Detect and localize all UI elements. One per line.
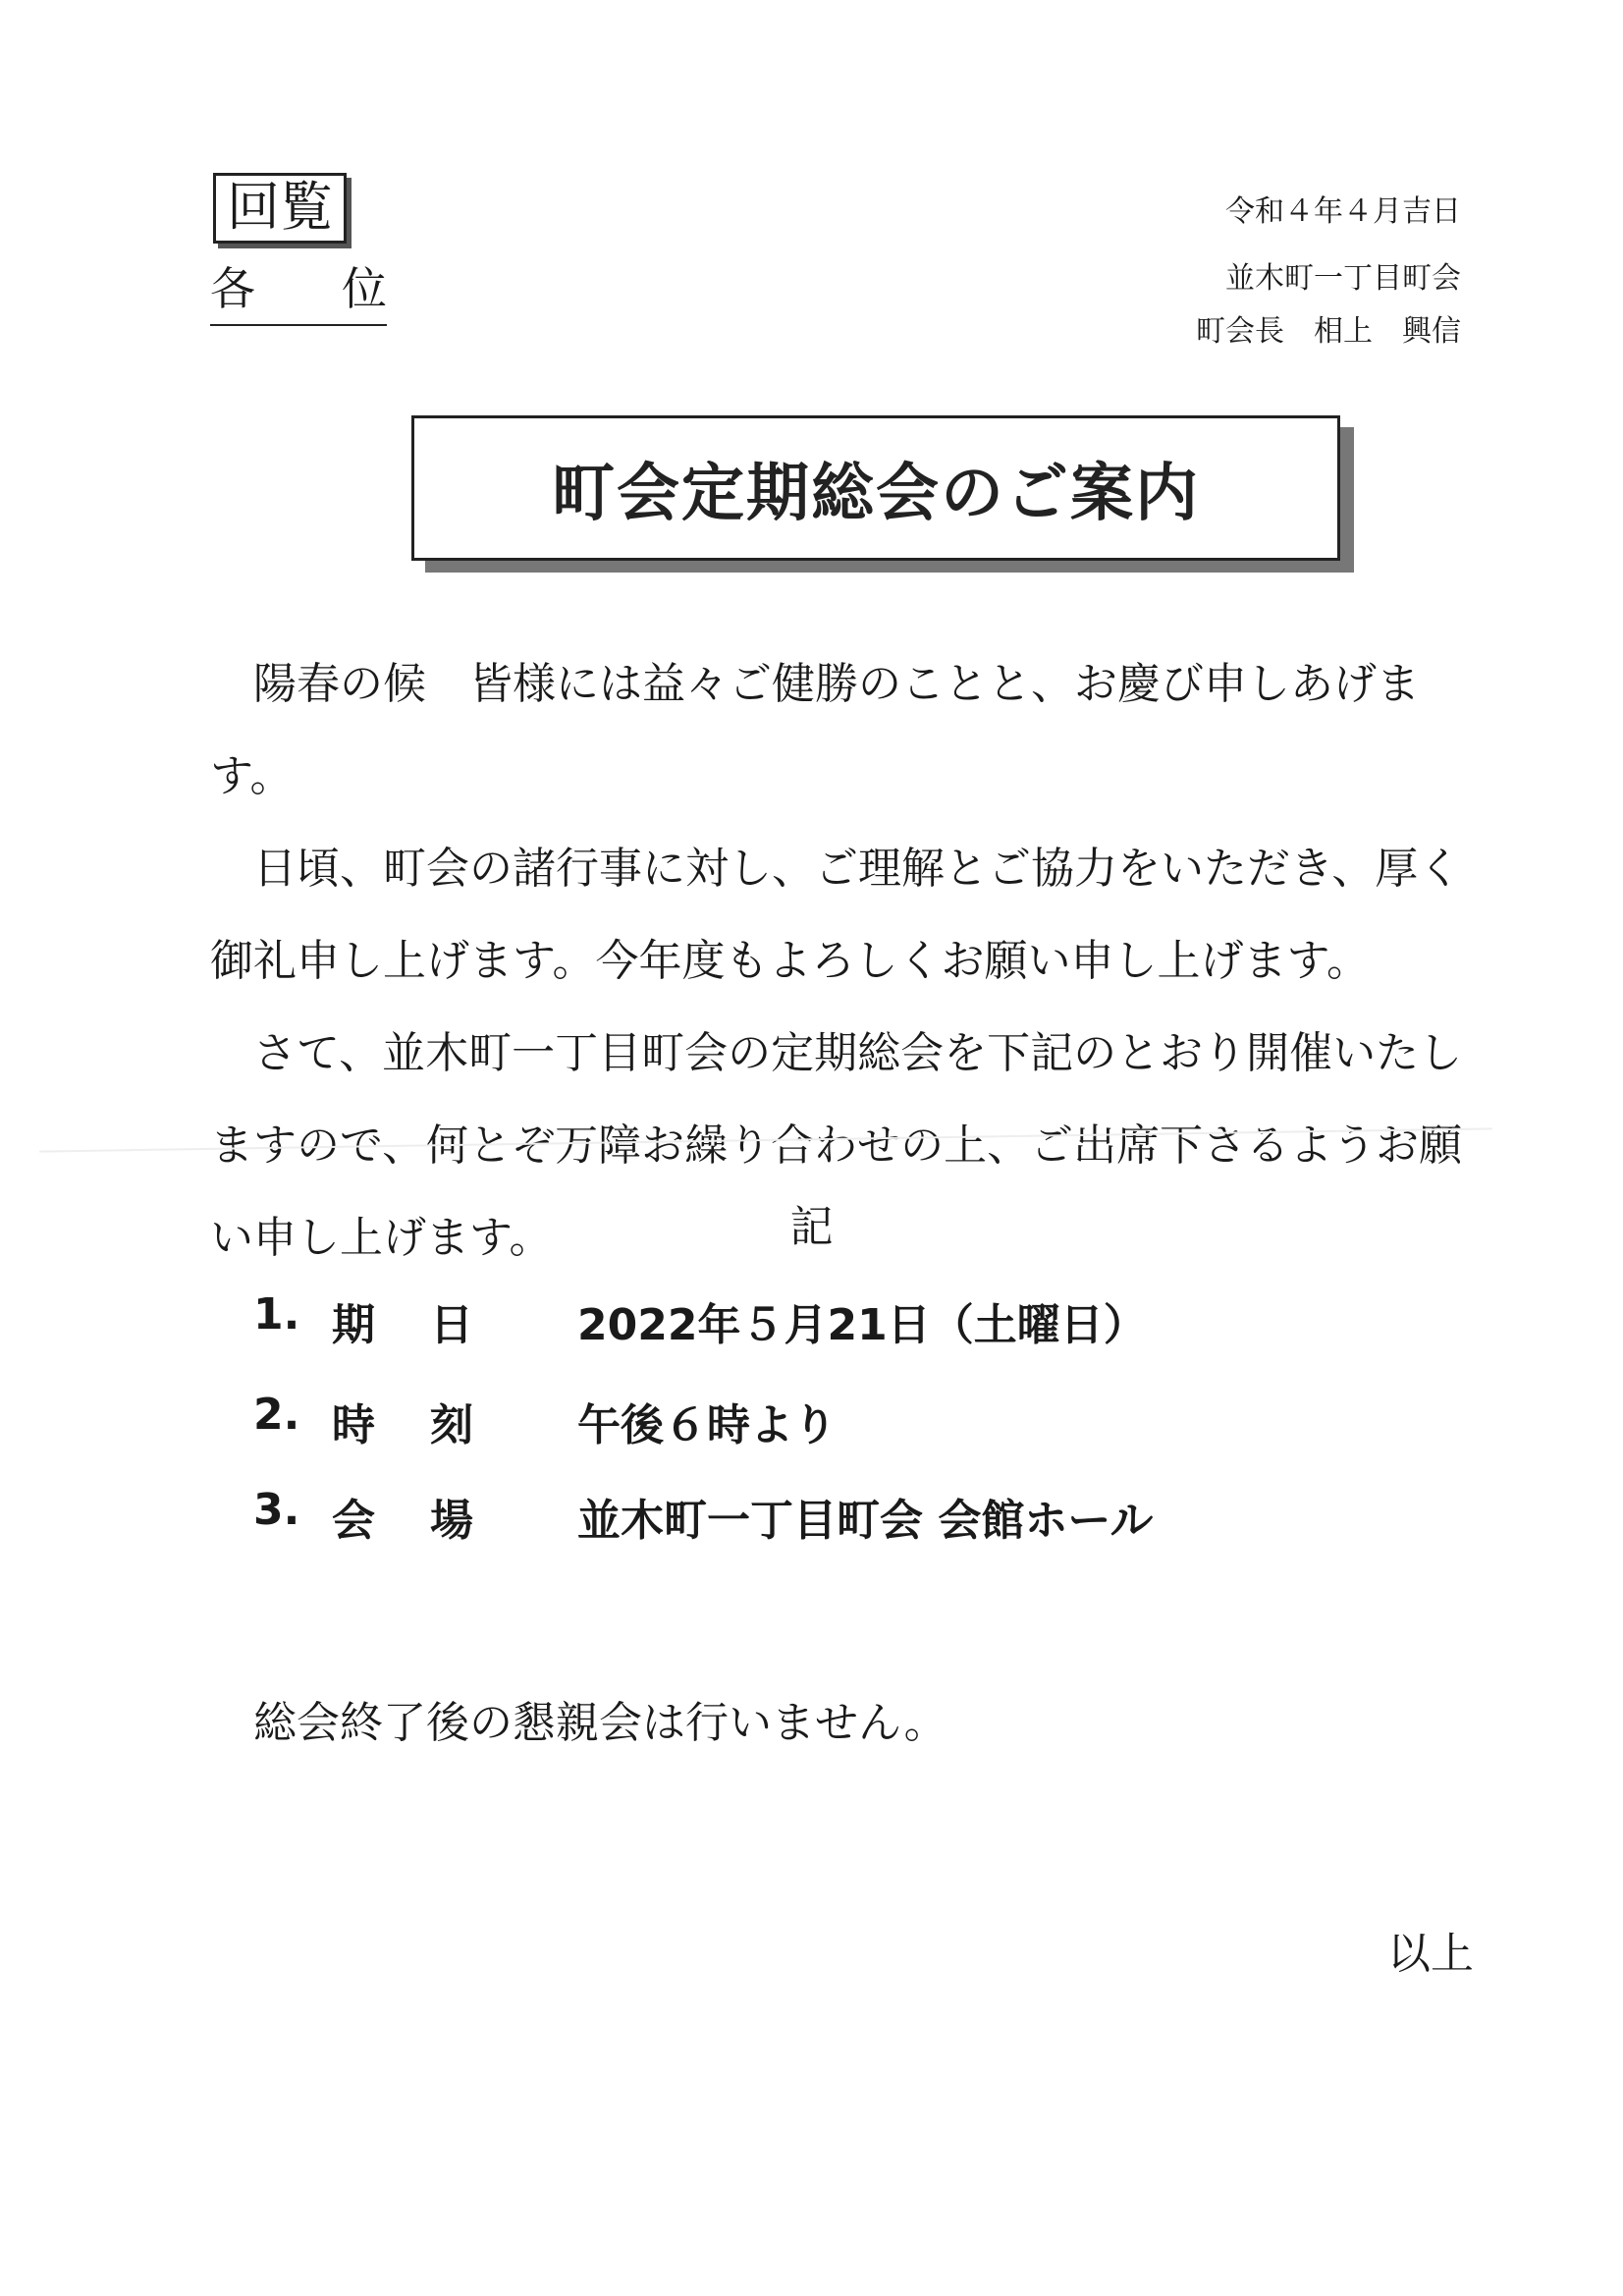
item-value: 2022年５月21日（土曜日） xyxy=(577,1300,1147,1350)
ki-heading: 記 xyxy=(789,1202,834,1252)
item-label-char: 時 xyxy=(332,1400,375,1450)
title-box xyxy=(411,415,1340,561)
item-value: 午後６時より xyxy=(577,1400,837,1450)
item-label-char: 刻 xyxy=(430,1400,473,1450)
circulation-stamp: 回覧 xyxy=(213,173,347,244)
addressee xyxy=(210,253,387,326)
item-date xyxy=(253,1289,1147,1352)
item-label-char: 会 xyxy=(332,1496,375,1546)
item-number: 2. xyxy=(253,1390,300,1440)
body-text xyxy=(210,638,1477,1285)
addressee-char-2: 位 xyxy=(342,262,387,315)
chair-name: 町会長 相上 興信 xyxy=(1196,314,1461,349)
closing-text: 以上 xyxy=(1387,1929,1474,1979)
document-title: 町会定期総会のご案内 xyxy=(552,458,1200,530)
item-number: 3. xyxy=(253,1485,300,1535)
note-text: 総会終了後の懇親会は行いません。 xyxy=(253,1698,947,1748)
item-label-char: 日 xyxy=(430,1300,473,1350)
item-time xyxy=(253,1390,837,1452)
item-label xyxy=(332,1485,577,1548)
item-label-char: 期 xyxy=(332,1300,375,1350)
item-label xyxy=(332,1289,577,1352)
issue-date: 令和４年４月吉日 xyxy=(1225,194,1461,229)
item-venue xyxy=(253,1485,1153,1548)
body-paragraph: 日頃、町会の諸行事に対し、ご理解とご協力をいただき、厚く御礼申し上げます。今年度もよろしくお願い申し上げます。 xyxy=(210,844,1462,986)
item-number: 1. xyxy=(253,1289,300,1339)
item-label xyxy=(332,1390,577,1452)
item-value: 並木町一丁目町会 会館ホール xyxy=(577,1496,1154,1546)
item-label-char: 場 xyxy=(430,1496,473,1546)
body-paragraph: 陽春の候 皆様には益々ご健勝のことと、お慶び申しあげます。 xyxy=(210,659,1420,801)
body-paragraph: さて、並木町一丁目町会の定期総会を下記のとおり開催いたしますので、何とぞ万障お繰り合わせの上、ご出席下さるようお願い申し上げます。 xyxy=(210,1028,1463,1263)
addressee-char-1: 各 xyxy=(210,262,255,315)
organization-name: 並木町一丁目町会 xyxy=(1225,261,1461,296)
